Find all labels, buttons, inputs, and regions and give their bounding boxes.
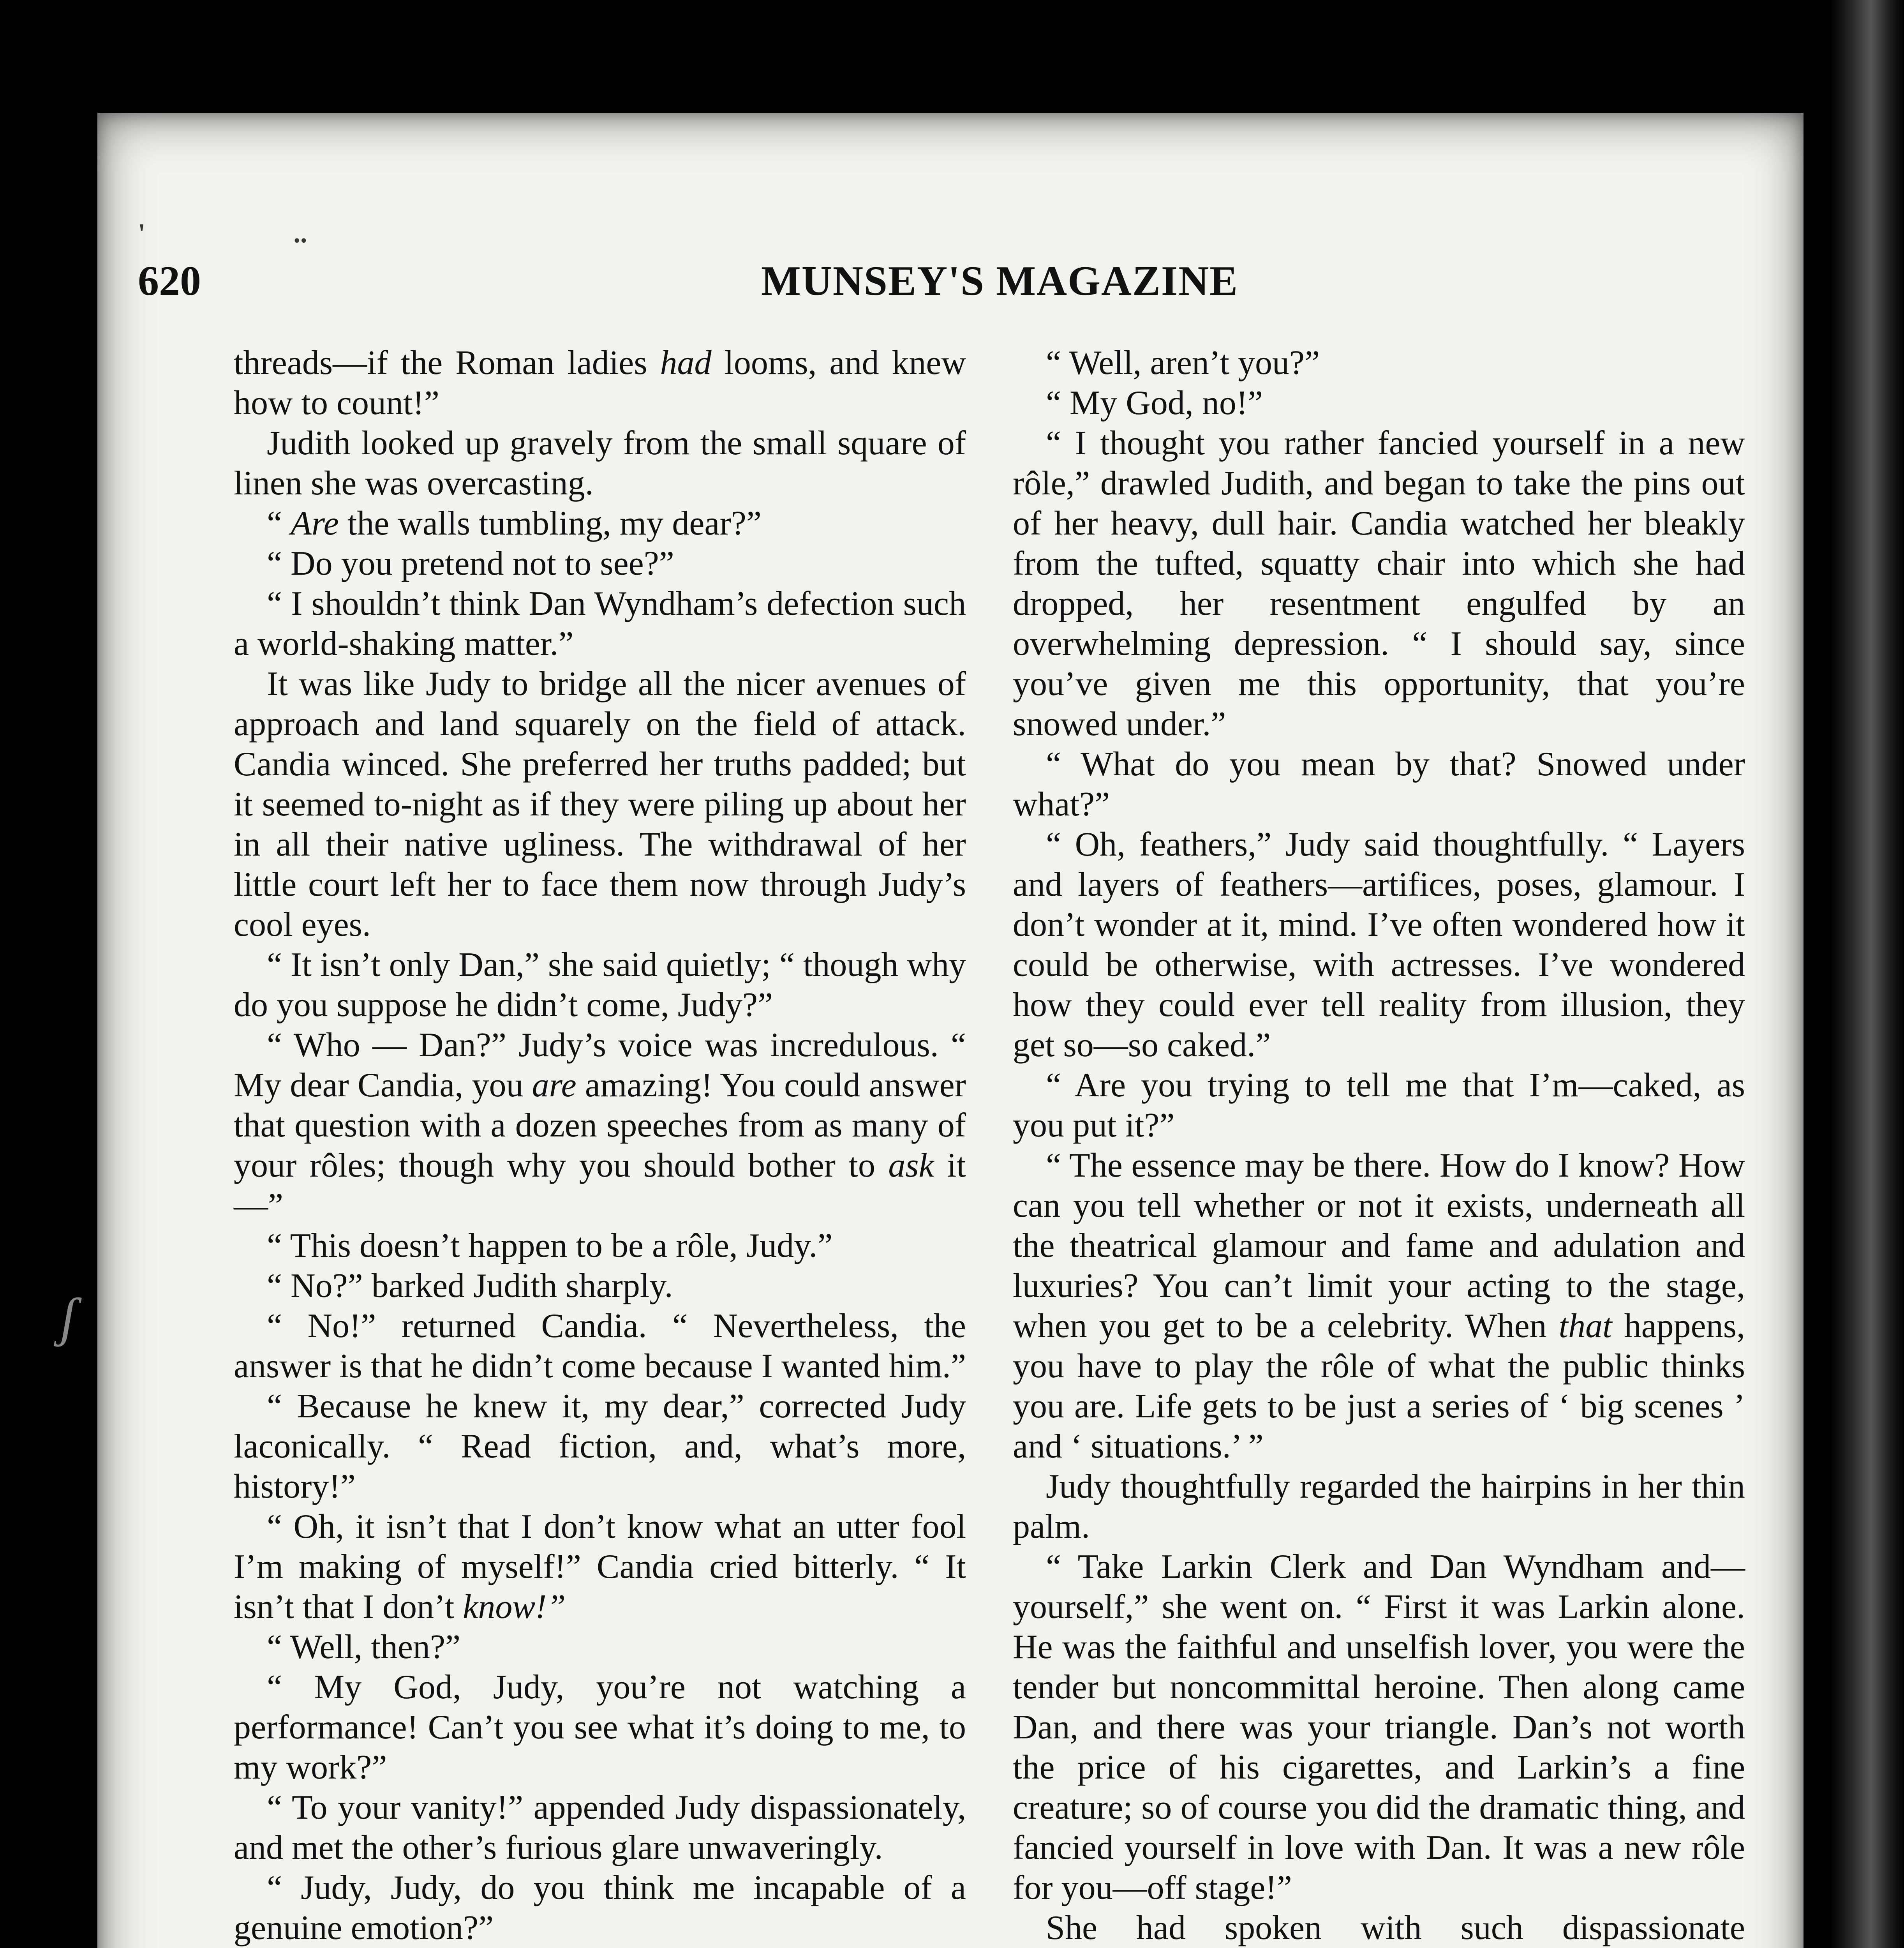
paragraph: threads—if the Roman ladies had looms, and knew how to count!” [234, 344, 966, 422]
paragraph: Judy thoughtfully regarded the hairpins in her thin palm. [1013, 1468, 1745, 1546]
page-header [138, 219, 1751, 327]
paragraph: “ My God, no!” [1046, 384, 1263, 422]
stray-mark: .. [293, 219, 307, 249]
paragraph: “ Take Larkin Clerk and Dan Wyndham and—yourself,” she went on. “ First it was Larkin alone. He was the faithful and unselfish lover, you were the tender but noncommittal heroine. Then along came Dan, and there was your triangle. Dan’s not worth the price of his cigarettes, and Larkin’s a fine creature; so of course you did the dramatic thing, and fancied yourself in love with Dan. It was a new rôle for you—off stage!” [1013, 1548, 1745, 1907]
paragraph: Judith looked up gravely from the small square of linen she was overcasting. [234, 424, 966, 502]
paragraph: “ I thought you rather fancied yourself in a new rôle,” drawled Judith, and began to take the pins out of her heavy, dull hair. Candia watched her bleakly from the tufted, squatty chair into which she had dropped, her resentment engulfed by an overwhelming depression. “ I should say, since you’ve given me this opportunity, that you’re snowed under.” [1013, 424, 1745, 743]
page-number: 620 [138, 258, 201, 304]
italic-text: ask [888, 1147, 934, 1184]
italic-text: had [660, 344, 712, 382]
paragraph: “ I shouldn’t think Dan Wyndham’s defection such a world-shaking matter.” [234, 585, 966, 663]
paragraph: “ Are the walls tumbling, my dear?” [267, 505, 762, 542]
left-column [234, 343, 966, 1948]
paragraph: “ Well, aren’t you?” [1046, 344, 1320, 382]
stray-marks [138, 218, 455, 249]
paragraph: “ The essence may be there. How do I know? How can you tell whether or not it exists, underneath all the theatrical glamour and fame and adulation and luxuries? You can’t limit your acting to the stage, when you get to be a celebrity. When that happens, you have to play the rôle of what the public thinks you are. Life gets to be just a series of ‘ big scenes ’ and ‘ situations.’ ” [1013, 1147, 1745, 1465]
italic-text: are [532, 1066, 576, 1104]
magazine-title: MUNSEY'S MAGAZINE [761, 258, 1239, 304]
paragraph: “ Judy, Judy, do you think me incapable of a genuine emotion?” [234, 1869, 966, 1947]
paragraph: “ What do you mean by that? Snowed under what?” [1013, 745, 1745, 823]
paragraph: “ It isn’t only Dan,” she said quietly; “ though why do you suppose he didn’t come, Judy?” [234, 946, 966, 1024]
italic-text: that [1558, 1307, 1612, 1345]
italic-text: know!” [463, 1588, 566, 1626]
paragraph: “ No?” barked Judith sharply. [267, 1267, 673, 1305]
paragraph: “ Are you trying to tell me that I’m—caked, as you put it?” [1013, 1066, 1745, 1144]
paragraph: “ Because he knew it, my dear,” corrected Judy laconically. “ Read fiction, and, what’s more, history!” [234, 1387, 966, 1505]
paragraph: “ Well, then?” [267, 1628, 461, 1666]
scan-frame-edge [1831, 0, 1904, 1948]
paragraph: “ My God, Judy, you’re not watching a performance! Can’t you see what it’s doing to me, to my work?” [234, 1668, 966, 1786]
paragraph: “ Oh, feathers,” Judy said thoughtfully. “ Layers and layers of feathers—artifices, poses, glamour. I don’t wonder at it, mind. I’ve often wondered how it could be otherwise, with actresses. I’ve wondered how they could ever tell reality from illusion, they get so—so caked.” [1013, 826, 1745, 1064]
paragraph: She had spoken with such dispassionate [1046, 1909, 1745, 1947]
paragraph: “ This doesn’t happen to be a rôle, Judy.” [267, 1227, 833, 1265]
right-column [1013, 343, 1745, 1948]
paragraph: It was like Judy to bridge all the nicer avenues of approach and land squarely on the field of attack. Candia winced. She preferred her truths padded; but it seemed to-night as if they were piling up about her in all their native ugliness. The withdrawal of her little court left her to face them now through Judy’s cool eyes. [234, 665, 966, 944]
italic-text: Are [291, 505, 339, 542]
paragraph: “ Do you pretend not to see?” [267, 545, 674, 582]
paragraph: “ Who — Dan?” Judy’s voice was incredulous. “ My dear Candia, you are amazing! You could answer that question with a dozen speeches from as many of your rôles; though why you should bother to ask it—” [234, 1026, 966, 1225]
stray-mark: ' [138, 219, 146, 249]
paragraph: “ Oh, it isn’t that I don’t know what an utter fool I’m making of myself!” Candia cried bitterly. “ It isn’t that I don’t know!” [234, 1508, 966, 1626]
paragraph: “ No!” returned Candia. “ Nevertheless, the answer is that he didn’t come because I wanted him.” [234, 1307, 966, 1385]
margin-mark: ʃ [60, 1287, 76, 1347]
paragraph: “ To your vanity!” appended Judy dispassionately, and met the other’s furious glare unwaveringly. [234, 1789, 966, 1867]
